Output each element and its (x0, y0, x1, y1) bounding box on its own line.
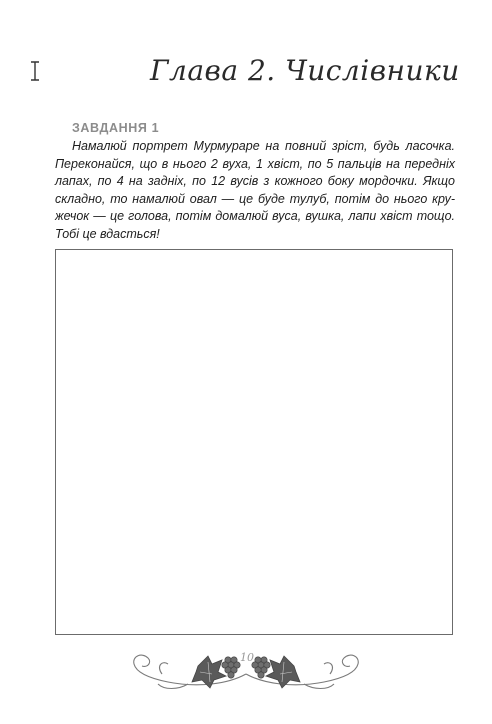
chapter-title: Глава 2. Числівники (150, 54, 460, 87)
task-text-line: Намалюй портрет Мурмураре на повний зріст, будь ласочка. (72, 139, 455, 153)
task-text-line: лапах, по 4 на задніх, по 12 вусів з кожного боку мордочки. Якщо (55, 174, 455, 189)
task-text-line: Тобі це вдасться! (55, 226, 160, 241)
task-text (55, 138, 455, 244)
task-text-line: складно, то намалюй овал — це буде тулуб, потім до нього кру- (55, 191, 455, 206)
task-text-line: жечок — це голова, потім домалюй вуса, вушка, лапи хвіст тощо. (55, 209, 455, 224)
task-label: ЗАВДАННЯ 1 (72, 121, 160, 135)
text-cursor-icon (29, 61, 41, 81)
drawing-frame[interactable] (55, 249, 453, 635)
page-number: 10 (240, 651, 254, 664)
task-text-line: Переконайся, що в нього 2 вуха, 1 хвіст, по 5 пальців на передніх (55, 156, 455, 171)
